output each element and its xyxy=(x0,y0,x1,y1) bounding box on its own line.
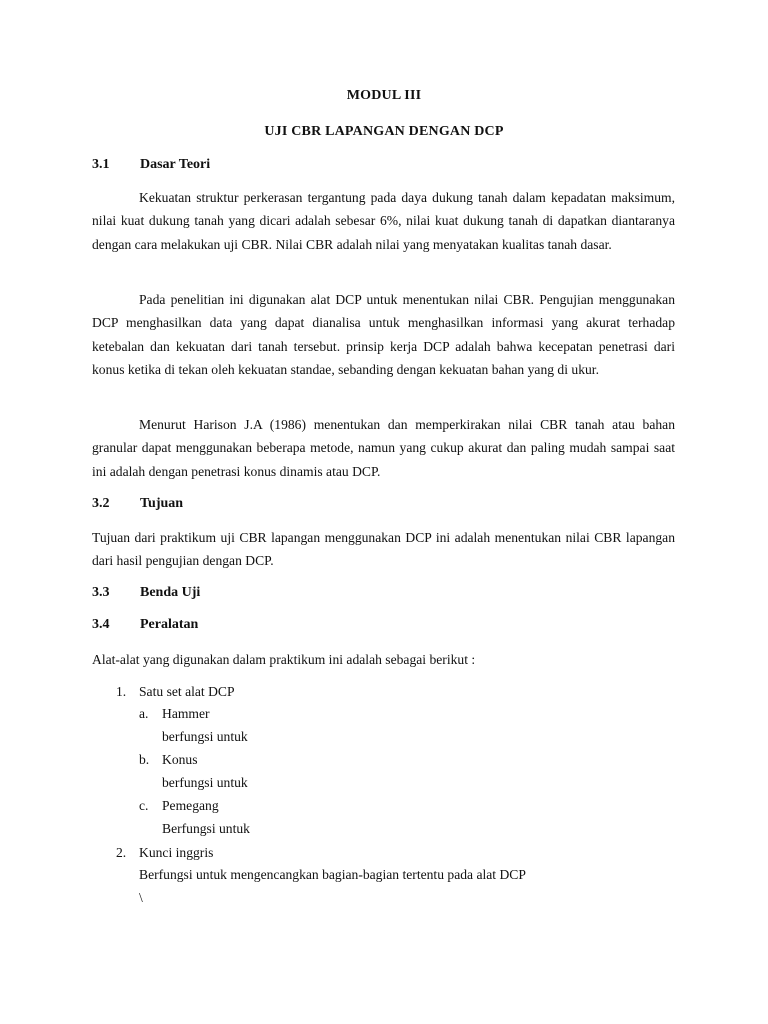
sublist-marker: a. xyxy=(139,706,149,721)
section-title: Peralatan xyxy=(140,617,199,632)
sublist-item-label: Hammer xyxy=(162,706,210,721)
sublist-marker: b. xyxy=(139,752,150,767)
list-item-desc: Berfungsi untuk mengencangkan bagian-bagian tertentu pada alat DCP xyxy=(139,867,526,882)
section-title: Tujuan xyxy=(140,496,184,511)
document-subtitle: UJI CBR LAPANGAN DENGAN DCP xyxy=(264,124,504,139)
peralatan-intro: Alat-alat yang digunakan dalam praktikum ini adalah sebagai berikut : xyxy=(92,652,476,667)
list-marker: 1. xyxy=(116,684,127,699)
stray-character: \ xyxy=(139,890,143,905)
paragraph-tujuan: Tujuan dari praktikum uji CBR lapangan menggunakan DCP ini adalah menentukan nilai CBR lapangan dari hasil pengujian dengan DCP. xyxy=(92,530,675,569)
sublist-item-label: Konus xyxy=(162,752,198,767)
section-number: 3.3 xyxy=(92,585,110,600)
list-marker: 2. xyxy=(116,845,127,860)
section-number: 3.2 xyxy=(92,496,110,511)
section-title: Dasar Teori xyxy=(140,157,211,172)
section-number: 3.1 xyxy=(92,157,110,172)
section-number: 3.4 xyxy=(92,617,110,632)
paragraph-dasar-teori-3: Menurut Harison J.A (1986) menentukan dan memperkirakan nilai CBR tanah atau bahan granular dapat menggunakan beberapa metode, namun yang cukup akurat dan paling mudah sampai saat ini adalah dengan penetrasi konus dinamis atau DCP. xyxy=(92,417,675,479)
list-item-label: Kunci inggris xyxy=(139,845,214,860)
document-title: MODUL III xyxy=(346,88,422,103)
list-item-label: Satu set alat DCP xyxy=(139,684,235,699)
paragraph-dasar-teori-1: Kekuatan struktur perkerasan tergantung pada daya dukung tanah dalam kepadatan maksimum, nilai kuat dukung tanah yang dicari adalah sebesar 6%, nilai kuat dukung tanah di dapatkan diantaranya dengan cara melakukan uji CBR. Nilai CBR adalah nilai yang menyatakan kualitas tanah dasar. xyxy=(92,190,675,252)
sublist-item-label: Pemegang xyxy=(162,798,219,813)
sublist-item-desc: berfungsi untuk xyxy=(162,775,248,790)
sublist-item-desc: Berfungsi untuk xyxy=(162,821,250,836)
sublist-item-desc: berfungsi untuk xyxy=(162,729,248,744)
sublist-marker: c. xyxy=(139,798,149,813)
section-title: Benda Uji xyxy=(140,585,201,600)
paragraph-dasar-teori-2: Pada penelitian ini digunakan alat DCP untuk menentukan nilai CBR. Pengujian menggunakan DCP menghasilkan data yang dapat dianalisa untuk menghasilkan informasi yang akurat terhadap ketebalan dan kekuatan dari tanah tersebut. prinsip kerja DCP adalah bahwa kecepatan penetrasi dari konus ketika di tekan oleh kekuatan standae, sebanding dengan kekuatan bahan yang di ukur. xyxy=(92,292,675,377)
